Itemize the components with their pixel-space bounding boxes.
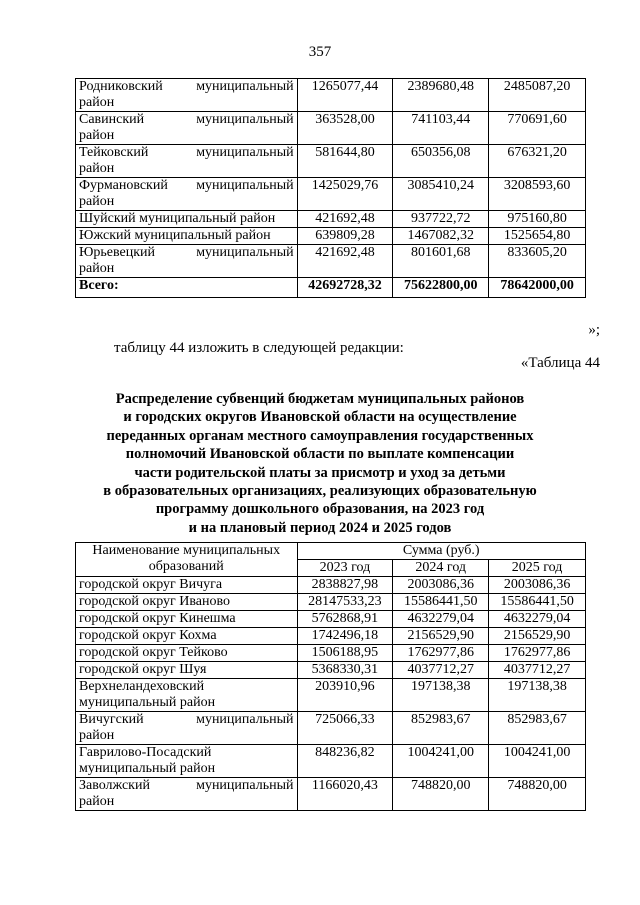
total-row — [76, 278, 586, 298]
value-2024-cell: 650356,08 — [393, 145, 489, 178]
header-sum: Сумма (руб.) — [297, 543, 586, 560]
municipality-name-cell: Гаврилово-Посадский муниципальный район — [76, 745, 298, 778]
value-2023-cell: 28147533,23 — [297, 594, 393, 611]
value-2025-cell: 975160,80 — [489, 211, 586, 228]
value-2025-cell: 15586441,50 — [489, 594, 586, 611]
value-2024-cell: 741103,44 — [393, 112, 489, 145]
heading-line: полномочий Ивановской области по выплате компенсации — [125, 446, 515, 463]
value-2025-cell: 852983,67 — [489, 712, 586, 745]
municipality-name-cell: Тейковский муниципальный район — [76, 145, 298, 178]
closing-quote: »; — [588, 322, 600, 338]
value-2023-cell: 203910,96 — [297, 679, 393, 712]
header-municipality: Наименование муниципальных образований — [76, 543, 298, 577]
table-row — [76, 662, 586, 679]
municipality-name-cell: городской округ Шуя — [76, 662, 298, 679]
heading-line: и на плановый период 2024 и 2025 годов — [188, 519, 452, 536]
value-2024-cell: 2156529,90 — [393, 628, 489, 645]
value-2023-cell: 1265077,44 — [297, 79, 393, 112]
table-row — [76, 679, 586, 712]
total-label: Всего: — [76, 278, 298, 298]
table-row — [76, 712, 586, 745]
value-2025-cell: 1762977,86 — [489, 645, 586, 662]
value-2025-cell: 1525654,80 — [489, 228, 586, 245]
value-2025-cell: 2003086,36 — [489, 577, 586, 594]
heading-line: и городских округов Ивановской области на осуществление — [123, 409, 517, 426]
continued-subvention-table — [75, 78, 586, 298]
total-2025-cell: 78642000,00 — [489, 278, 586, 298]
value-2025-cell: 4632279,04 — [489, 611, 586, 628]
municipality-name-cell: городской округ Вичуга — [76, 577, 298, 594]
value-2025-cell: 676321,20 — [489, 145, 586, 178]
table-row — [76, 178, 586, 211]
value-2024-cell: 4632279,04 — [393, 611, 489, 628]
table-row — [76, 577, 586, 594]
table-44 — [75, 542, 586, 811]
heading-line: в образовательных организациях, реализующих образовательную — [103, 483, 537, 500]
table-heading — [60, 390, 580, 537]
value-2025-cell: 1004241,00 — [489, 745, 586, 778]
value-2023-cell: 5762868,91 — [297, 611, 393, 628]
heading-line: переданных органам местного самоуправления государственных — [106, 427, 534, 444]
value-2025-cell: 770691,60 — [489, 112, 586, 145]
municipality-name-cell: Юрьевецкий муниципальный район — [76, 245, 298, 278]
value-2025-cell: 2485087,20 — [489, 79, 586, 112]
header-year-2024: 2024 год — [393, 560, 489, 577]
municipality-name-cell: городской округ Кохма — [76, 628, 298, 645]
header-year-2023: 2023 год — [297, 560, 393, 577]
table-row — [76, 112, 586, 145]
value-2024-cell: 937722,72 — [393, 211, 489, 228]
municipality-name-cell: Заволжский муниципальный район — [76, 778, 298, 811]
table-row — [76, 745, 586, 778]
value-2024-cell: 1762977,86 — [393, 645, 489, 662]
header-row — [76, 543, 586, 560]
value-2023-cell: 581644,80 — [297, 145, 393, 178]
value-2024-cell: 15586441,50 — [393, 594, 489, 611]
heading-line: Распределение субвенций бюджетам муниципальных районов — [115, 391, 525, 407]
table-row — [76, 79, 586, 112]
page-number: 357 — [308, 44, 332, 60]
value-2023-cell: 639809,28 — [297, 228, 393, 245]
value-2024-cell: 2389680,48 — [393, 79, 489, 112]
table-row — [76, 778, 586, 811]
amendment-intro-text: таблицу 44 изложить в следующей редакции: — [114, 340, 404, 356]
table-row — [76, 611, 586, 628]
value-2023-cell: 1742496,18 — [297, 628, 393, 645]
municipality-name-cell: Савинский муниципальный район — [76, 112, 298, 145]
value-2025-cell: 2156529,90 — [489, 628, 586, 645]
value-2023-cell: 421692,48 — [297, 245, 393, 278]
table-row — [76, 645, 586, 662]
value-2023-cell: 1425029,76 — [297, 178, 393, 211]
municipality-name-cell: Фурмановский муниципальный район — [76, 178, 298, 211]
table-label: «Таблица 44 — [520, 355, 600, 371]
value-2024-cell: 3085410,24 — [393, 178, 489, 211]
heading-line: программу дошкольного образования, на 2023 год — [155, 501, 485, 518]
municipality-name-cell: городской округ Тейково — [76, 645, 298, 662]
value-2025-cell: 3208593,60 — [489, 178, 586, 211]
value-2024-cell: 852983,67 — [393, 712, 489, 745]
municipality-name-cell: городской округ Иваново — [76, 594, 298, 611]
value-2023-cell: 2838827,98 — [297, 577, 393, 594]
value-2025-cell: 4037712,27 — [489, 662, 586, 679]
value-2024-cell: 2003086,36 — [393, 577, 489, 594]
total-2024-cell: 75622800,00 — [393, 278, 489, 298]
table-row — [76, 628, 586, 645]
municipality-name-cell: Шуйский муниципальный район — [76, 211, 298, 228]
value-2025-cell: 197138,38 — [489, 679, 586, 712]
table-row — [76, 594, 586, 611]
table-row — [76, 145, 586, 178]
value-2023-cell: 363528,00 — [297, 112, 393, 145]
value-2023-cell: 848236,82 — [297, 745, 393, 778]
header-year-2025: 2025 год — [489, 560, 586, 577]
value-2023-cell: 1506188,95 — [297, 645, 393, 662]
value-2023-cell: 725066,33 — [297, 712, 393, 745]
municipality-name-cell: Родниковский муниципальный район — [76, 79, 298, 112]
municipality-name-cell: городской округ Кинешма — [76, 611, 298, 628]
table-row — [76, 228, 586, 245]
municipality-name-cell: Южский муниципальный район — [76, 228, 298, 245]
value-2024-cell: 4037712,27 — [393, 662, 489, 679]
value-2023-cell: 1166020,43 — [297, 778, 393, 811]
value-2024-cell: 197138,38 — [393, 679, 489, 712]
municipality-name-cell: Верхнеландеховский муниципальный район — [76, 679, 298, 712]
value-2023-cell: 421692,48 — [297, 211, 393, 228]
value-2025-cell: 748820,00 — [489, 778, 586, 811]
value-2023-cell: 5368330,31 — [297, 662, 393, 679]
heading-line: части родительской платы за присмотр и уход за детьми — [134, 464, 506, 481]
table-row — [76, 245, 586, 278]
value-2024-cell: 1004241,00 — [393, 745, 489, 778]
municipality-name-cell: Вичугский муниципальный район — [76, 712, 298, 745]
value-2024-cell: 1467082,32 — [393, 228, 489, 245]
table-row — [76, 211, 586, 228]
value-2024-cell: 801601,68 — [393, 245, 489, 278]
total-2023-cell: 42692728,32 — [297, 278, 393, 298]
value-2024-cell: 748820,00 — [393, 778, 489, 811]
value-2025-cell: 833605,20 — [489, 245, 586, 278]
